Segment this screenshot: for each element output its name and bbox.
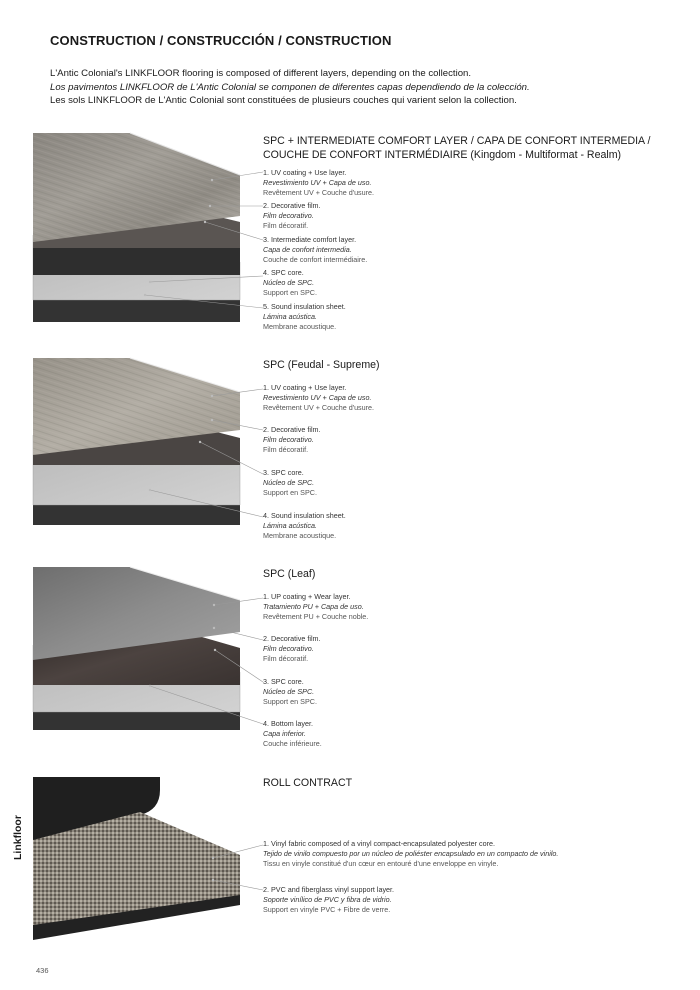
s3-layer-3-label: 3. SPC core. Núcleo de SPC. Support en SPC.	[263, 677, 317, 706]
section-3-title: SPC (Leaf)	[263, 568, 316, 580]
section-1-illustration	[33, 133, 240, 322]
s2-layer-4-label: 4. Sound insulation sheet. Lámina acústica. Membrane acoustique.	[263, 511, 346, 540]
s1-layer-3-label: 3. Intermediate comfort layer. Capa de confort intermedia. Couche de confort intermédiaire.	[263, 235, 368, 264]
s2-layer-2-label: 2. Decorative film. Film decorativo. Film décoratif.	[263, 425, 321, 454]
s3-layer-2-label: 2. Decorative film. Film decorativo. Film décoratif.	[263, 634, 321, 663]
section-1-title: SPC + INTERMEDIATE COMFORT LAYER / CAPA DE CONFORT INTERMEDIA / COUCHE DE CONFORT INTERMÉDIAIRE (Kingdom - Multiformat - Realm)	[263, 135, 651, 161]
s3-layer-1-label: 1. UP coating + Wear layer. Tratamiento PU + Capa de uso. Revêtement PU + Couche noble.	[263, 592, 369, 621]
s1-layer-1-label: 1. UV coating + Use layer. Revestimiento UV + Capa de uso. Revêtement UV + Couche d'usure.	[263, 168, 375, 197]
s3-layer-4-label: 4. Bottom layer. Capa inferior. Couche inférieure.	[263, 719, 322, 748]
s1-layer-2-label: 2. Decorative film. Film decorativo. Film décoratif.	[263, 201, 321, 230]
page-title: CONSTRUCTION / CONSTRUCCIÓN / CONSTRUCTION	[50, 33, 392, 48]
section-4-title: ROLL CONTRACT	[263, 777, 353, 789]
section-4-illustration	[33, 777, 240, 940]
s1-layer-4-label: 4. SPC core. Núcleo de SPC. Support en SPC.	[263, 268, 317, 297]
intro-es: Los pavimentos LINKFLOOR de L'Antic Colonial se componen de diferentes capas dependiendo de la colección.	[50, 81, 530, 93]
intro-fr: Les sols LINKFLOOR de L'Antic Colonial sont constituées de plusieurs couches qui varient selon la collection.	[50, 95, 517, 106]
section-2-title: SPC (Feudal - Supreme)	[263, 359, 380, 371]
side-collection-label: Linkfloor	[12, 815, 24, 860]
intro-en: L'Antic Colonial's LINKFLOOR flooring is composed of different layers, depending on the collection.	[50, 68, 472, 79]
s2-layer-3-label: 3. SPC core. Núcleo de SPC. Support en SPC.	[263, 468, 317, 497]
s2-layer-1-label: 1. UV coating + Use layer. Revestimiento UV + Capa de uso. Revêtement UV + Couche d'usure.	[263, 383, 375, 412]
s1-layer-5-label: 5. Sound insulation sheet. Lámina acústica. Membrane acoustique.	[263, 302, 346, 331]
page-number: 436	[36, 966, 49, 975]
s4-layer-1-label: 1. Vinyl fabric composed of a vinyl compact-encapsulated polyester core. Tejido de vinilo compuesto por un núcleo de poliéster encapsulado en un compacto de vinilo. Tissu en vinyle constitué d'un cœur en entouré d'une enveloppe en vinyle.	[263, 839, 559, 868]
s4-layer-2-label: 2. PVC and fiberglass vinyl support layer. Soporte vinílico de PVC y fibra de vidrio. Support en vinyle PVC + Fibre de verre.	[263, 885, 395, 914]
section-2-illustration	[33, 358, 240, 525]
